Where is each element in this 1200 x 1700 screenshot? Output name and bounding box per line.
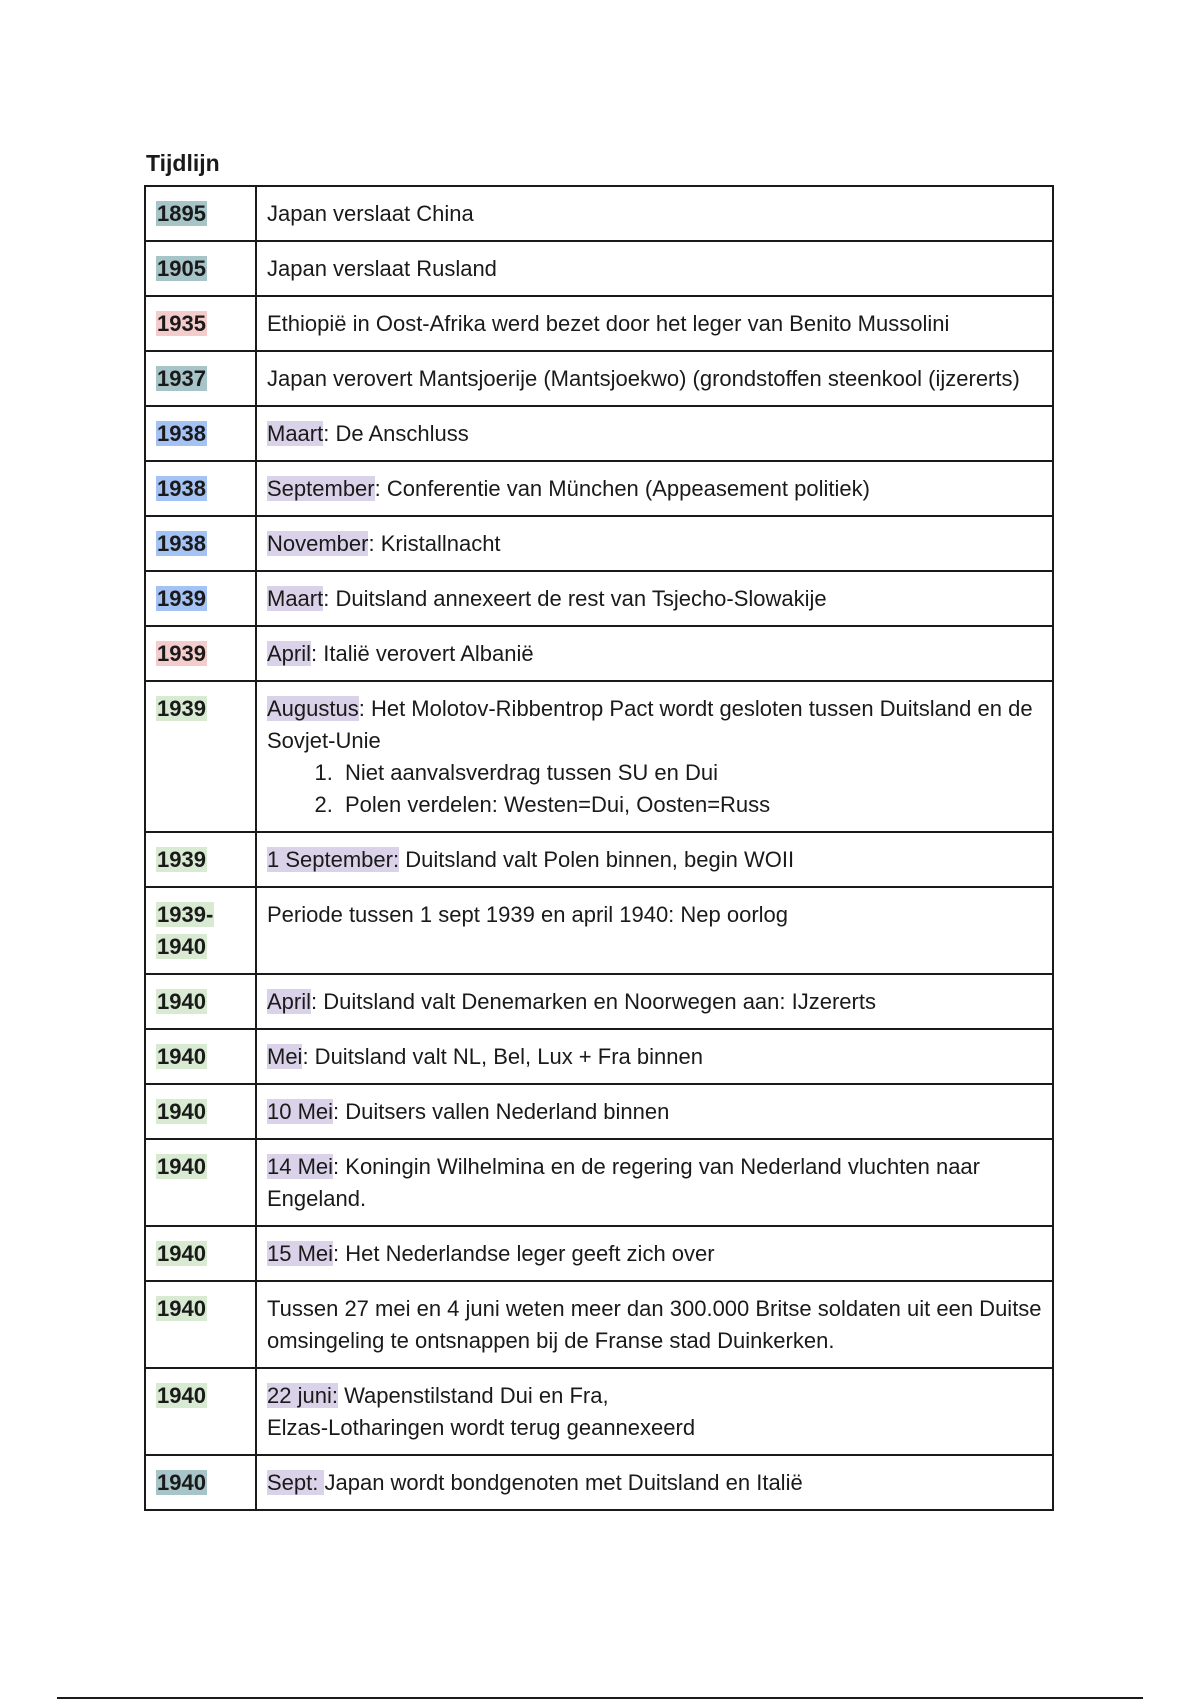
year-cell (145, 241, 256, 296)
event-cell (256, 186, 1053, 241)
year-label: 1940 (157, 1099, 206, 1124)
timeline-row (145, 1281, 1053, 1368)
event-text: Duitsland valt Polen binnen, begin WOII (399, 847, 795, 872)
year-cell (145, 296, 256, 351)
event-text: Japan wordt bondgenoten met Duitsland en Italië (324, 1470, 803, 1495)
year-cell (145, 571, 256, 626)
timeline-body (145, 186, 1053, 1510)
footer-divider (57, 1697, 1143, 1699)
event-cell (256, 1455, 1053, 1510)
timeline-row (145, 832, 1053, 887)
timeline-row (145, 351, 1053, 406)
timeline-row (145, 461, 1053, 516)
year-label: 1939 (157, 696, 206, 721)
timeline-row (145, 571, 1053, 626)
event-cell (256, 1226, 1053, 1281)
event-text-continued: Elzas-Lotharingen wordt terug geannexeerd (267, 1415, 696, 1440)
event-text: Tussen 27 mei en 4 juni weten meer dan 300.000 Britse soldaten uit een Duitse omsingeling te ontsnappen bij de Franse stad Duinkerken. (267, 1296, 1042, 1353)
year-label: 1937 (157, 366, 206, 391)
event-text: Periode tussen 1 sept 1939 en april 1940: Nep oorlog (267, 902, 789, 927)
date-highlight: April (267, 989, 312, 1014)
year-cell (145, 406, 256, 461)
event-text: Ethiopië in Oost-Afrika werd bezet door het leger van Benito Mussolini (267, 311, 950, 336)
year-label: 1895 (157, 201, 206, 226)
event-cell (256, 571, 1053, 626)
timeline-row (145, 241, 1053, 296)
event-sub-list-item: 1. Niet aanvalsverdrag tussen SU en Dui (339, 757, 1042, 789)
event-cell (256, 296, 1053, 351)
year-label: 1940 (157, 1044, 206, 1069)
event-text: Wapenstilstand Dui en Fra, (337, 1383, 609, 1408)
year-label: 1939- (157, 902, 214, 927)
timeline-row (145, 1368, 1053, 1455)
event-cell (256, 241, 1053, 296)
year-cell (145, 186, 256, 241)
event-text: : Kristallnacht (368, 531, 501, 556)
timeline-row (145, 974, 1053, 1029)
year-label: 1938 (157, 421, 206, 446)
year-cell (145, 626, 256, 681)
event-cell (256, 832, 1053, 887)
event-cell (256, 406, 1053, 461)
event-text: : Conferentie van München (Appeasement politiek) (374, 476, 870, 501)
year-label: 1940 (157, 1470, 206, 1495)
event-cell (256, 516, 1053, 571)
event-cell (256, 1368, 1053, 1455)
event-sub-list (267, 757, 1042, 821)
year-cell (145, 1281, 256, 1368)
timeline-row (145, 516, 1053, 571)
timeline-row (145, 1139, 1053, 1226)
date-highlight: April (267, 641, 312, 666)
year-cell (145, 1139, 256, 1226)
timeline-table (144, 185, 1054, 1511)
year-cell (145, 681, 256, 832)
timeline-row (145, 887, 1053, 974)
year-cell (145, 1084, 256, 1139)
date-highlight: September (267, 476, 375, 501)
date-highlight: November (267, 531, 369, 556)
event-text: : Het Nederlandse leger geeft zich over (333, 1241, 715, 1266)
date-highlight: Mei (267, 1044, 303, 1069)
date-highlight: Augustus (267, 696, 359, 721)
year-cell (145, 1226, 256, 1281)
year-label: 1938 (157, 531, 206, 556)
year-label: 1940 (157, 1241, 206, 1266)
timeline-row (145, 1084, 1053, 1139)
year-label: 1935 (157, 311, 206, 336)
year-label-continued: 1940 (157, 934, 206, 959)
event-text: Japan verslaat Rusland (267, 256, 497, 281)
event-cell (256, 1029, 1053, 1084)
date-highlight: 15 Mei (267, 1241, 334, 1266)
event-cell (256, 681, 1053, 832)
event-text: : Duitsland valt NL, Bel, Lux + Fra binnen (302, 1044, 703, 1069)
timeline-row (145, 1029, 1053, 1084)
year-label: 1939 (157, 641, 206, 666)
date-highlight: Maart (267, 421, 324, 446)
event-text: : Het Molotov-Ribbentrop Pact wordt gesloten tussen Duitsland en de Sovjet-Unie (267, 696, 1033, 753)
year-cell (145, 832, 256, 887)
page-title: Tijdlijn (146, 150, 220, 176)
date-highlight: 22 juni: (267, 1383, 338, 1408)
event-sub-list-item: 2. Polen verdelen: Westen=Dui, Oosten=Russ (339, 789, 1042, 821)
date-highlight: Maart (267, 586, 324, 611)
event-cell (256, 461, 1053, 516)
year-label: 1938 (157, 476, 206, 501)
year-cell (145, 974, 256, 1029)
year-label: 1939 (157, 586, 206, 611)
event-text: : Duitsland valt Denemarken en Noorwegen aan: IJzererts (311, 989, 876, 1014)
year-cell (145, 461, 256, 516)
timeline-row (145, 626, 1053, 681)
timeline-row (145, 296, 1053, 351)
year-cell (145, 516, 256, 571)
year-cell (145, 1368, 256, 1455)
event-cell (256, 1084, 1053, 1139)
event-cell (256, 974, 1053, 1029)
event-text: : Duitsland annexeert de rest van Tsjecho-Slowakije (323, 586, 827, 611)
timeline-row (145, 1226, 1053, 1281)
year-cell (145, 351, 256, 406)
event-cell (256, 887, 1053, 974)
date-highlight: Sept: (267, 1470, 325, 1495)
year-label: 1940 (157, 1383, 206, 1408)
year-label: 1940 (157, 1154, 206, 1179)
year-label: 1940 (157, 989, 206, 1014)
timeline-row (145, 681, 1053, 832)
event-text: Japan verovert Mantsjoerije (Mantsjoekwo) (grondstoffen steenkool (ijzererts) (267, 366, 1020, 391)
timeline-row (145, 186, 1053, 241)
date-highlight: 10 Mei (267, 1099, 334, 1124)
timeline-row (145, 406, 1053, 461)
year-cell (145, 1455, 256, 1510)
event-text: : De Anschluss (323, 421, 469, 446)
event-cell (256, 1139, 1053, 1226)
year-label: 1939 (157, 847, 206, 872)
event-text: : Italië verovert Albanië (311, 641, 534, 666)
date-highlight: 1 September: (267, 847, 400, 872)
timeline-row (145, 1455, 1053, 1510)
event-text: : Koningin Wilhelmina en de regering van Nederland vluchten naar Engeland. (267, 1154, 980, 1211)
event-cell (256, 626, 1053, 681)
year-label: 1905 (157, 256, 206, 281)
event-text: Japan verslaat China (267, 201, 474, 226)
event-text: : Duitsers vallen Nederland binnen (333, 1099, 670, 1124)
year-label: 1940 (157, 1296, 206, 1321)
date-highlight: 14 Mei (267, 1154, 334, 1179)
year-cell (145, 1029, 256, 1084)
event-cell (256, 1281, 1053, 1368)
year-cell (145, 887, 256, 974)
event-cell (256, 351, 1053, 406)
